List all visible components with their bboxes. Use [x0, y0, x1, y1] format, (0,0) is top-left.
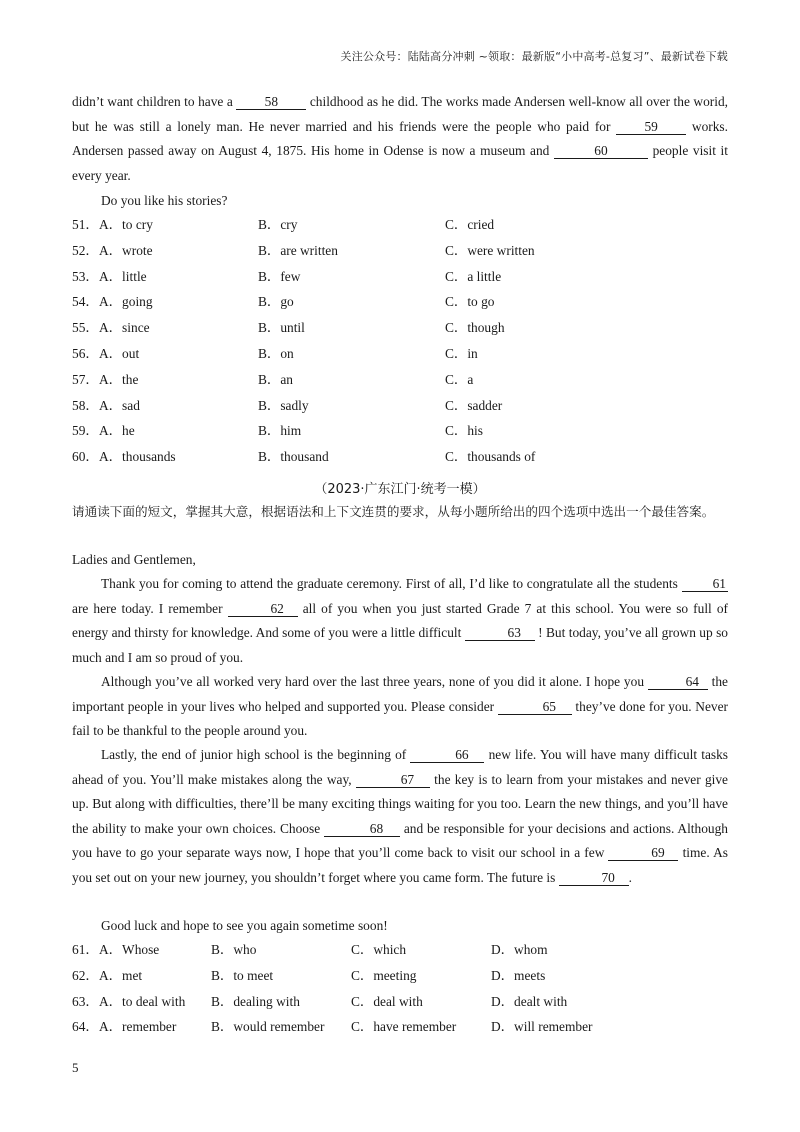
- passage-paragraph: didn’t want children to have a 58 childhood as he did. The works made Andersen well-know all over the worid, but he was still a lonely man. He never married and his friends were the people who paid for 59 works. Andersen passed away on August 4, 1875. His home in Odense is now a museum and 60 people visit it every year.: [72, 94, 728, 183]
- q-number: 60．: [72, 449, 99, 465]
- option-c[interactable]: C．which: [351, 942, 407, 957]
- q-number: 57．: [72, 371, 99, 387]
- blank-65[interactable]: 65: [498, 699, 572, 715]
- blank-67[interactable]: 67: [356, 772, 430, 788]
- passage-paragraph: Thank you for coming to attend the graduate ceremony. First of all, I’d like to congratulate all the students 61 are here today. I remember 62 all of you when you just started Grade 7 at this school. You were so full of energy and thirsty for knowledge. And some of you were a little difficult 63 ! But today, you’ve all grown up so much and I am so proud of you.: [72, 576, 728, 665]
- q-number: 62．: [72, 967, 99, 983]
- option-a[interactable]: A．since: [99, 320, 150, 336]
- option-c[interactable]: C．a: [445, 371, 474, 387]
- exam-source-label: （2023·广东江门·统考一模）: [314, 482, 486, 497]
- passage-paragraph: Although you’ve all worked very hard over the last three years, none of you did it alone. I hope you 64 the important people in your lives who helped and supported you. Please consider 65 they’ve done for you. Never fail to be thankful to the people around you.: [72, 674, 728, 739]
- option-a[interactable]: A．thousands: [99, 449, 176, 465]
- q-number: 59．: [72, 423, 99, 439]
- blank-58[interactable]: 58: [236, 94, 306, 110]
- option-a[interactable]: A．sad: [99, 397, 140, 413]
- option-a[interactable]: A．remember: [99, 1019, 177, 1035]
- option-c[interactable]: C．were written: [445, 242, 535, 258]
- option-a[interactable]: A．going: [99, 294, 153, 310]
- q-number: 53．: [72, 268, 99, 284]
- option-b[interactable]: B．few: [258, 268, 301, 284]
- option-d[interactable]: D．whom: [491, 942, 548, 957]
- option-b[interactable]: B．him: [258, 423, 302, 439]
- option-b[interactable]: B．thousand: [258, 449, 329, 465]
- blank-61[interactable]: 61: [682, 576, 728, 592]
- q-number: 58．: [72, 397, 99, 413]
- page-header-banner: 关注公众号：陆陆高分冲刺 ~领取：最新版“小中高考-总复习”、最新试卷下载: [340, 50, 728, 63]
- q-number: 64．: [72, 1019, 99, 1035]
- option-b[interactable]: B．to meet: [211, 967, 274, 983]
- blank-60[interactable]: 60: [554, 143, 648, 159]
- blank-62[interactable]: 62: [228, 601, 298, 617]
- option-a[interactable]: A．little: [99, 268, 147, 284]
- blank-69[interactable]: 69: [608, 845, 678, 861]
- passage-closing-question: Do you like his stories?: [101, 193, 228, 208]
- speech-greeting: Ladies and Gentlemen,: [72, 552, 196, 567]
- option-a[interactable]: A．out: [99, 345, 140, 361]
- option-c[interactable]: C．though: [445, 320, 505, 336]
- option-b[interactable]: B．cry: [258, 217, 298, 232]
- option-c[interactable]: C．have remember: [351, 1019, 457, 1035]
- option-b[interactable]: B．on: [258, 345, 294, 361]
- q-number: 52．: [72, 242, 99, 258]
- option-c[interactable]: C．his: [445, 423, 483, 439]
- page-number: 5: [72, 1060, 79, 1075]
- q-number: 54．: [72, 294, 99, 310]
- q-number: 55．: [72, 320, 99, 336]
- option-b[interactable]: B．dealing with: [211, 993, 300, 1009]
- option-c[interactable]: C．to go: [445, 294, 495, 310]
- option-a[interactable]: A．to cry: [99, 217, 153, 232]
- option-b[interactable]: B．sadly: [258, 397, 309, 413]
- instruction-text: 请通读下面的短文，掌握其大意，根据语法和上下文连贯的要求，从每小题所给出的四个选项中选出一个最佳答案。: [72, 504, 715, 519]
- q-number: 51．: [72, 217, 99, 232]
- option-d[interactable]: D．dealt with: [491, 993, 568, 1009]
- blank-70[interactable]: 70: [559, 870, 629, 886]
- blank-59[interactable]: 59: [616, 119, 686, 135]
- option-b[interactable]: B．would remember: [211, 1019, 325, 1035]
- option-c[interactable]: C．meeting: [351, 967, 417, 983]
- blank-68[interactable]: 68: [324, 821, 400, 837]
- option-a[interactable]: A．met: [99, 967, 143, 983]
- q-number: 63．: [72, 993, 99, 1009]
- blank-63[interactable]: 63: [465, 625, 535, 641]
- option-d[interactable]: D．will remember: [491, 1019, 593, 1035]
- option-d[interactable]: D．meets: [491, 967, 546, 983]
- option-a[interactable]: A．he: [99, 423, 135, 439]
- option-a[interactable]: A．to deal with: [99, 993, 186, 1009]
- option-a[interactable]: A．Whose: [99, 942, 160, 957]
- option-b[interactable]: B．an: [258, 371, 293, 387]
- option-c[interactable]: C．a little: [445, 268, 502, 284]
- blank-64[interactable]: 64: [648, 674, 708, 690]
- option-c[interactable]: C．cried: [445, 217, 495, 232]
- option-a[interactable]: A．wrote: [99, 242, 153, 258]
- option-b[interactable]: B．who: [211, 942, 257, 957]
- option-c[interactable]: C．sadder: [445, 397, 503, 413]
- option-c[interactable]: C．in: [445, 345, 478, 361]
- passage-paragraph: Lastly, the end of junior high school is the beginning of 66 new life. You will have many difficult tasks ahead of you. You’ll make mistakes along the way, 67 the key is to learn from your mistakes and never give up. But along with difficulties, there’ll be many exciting things waiting for you too. Learn the new things, and you’ll have the ability to make your own choices. Choose 68 and be responsible for your decisions and actions. Although you have to go your separate ways now, I hope that you’ll come back to visit our school in a few 69 time. As you set out on your new journey, you shouldn’t forget where you came form. The future is 70 .: [72, 747, 729, 885]
- speech-closing: Good luck and hope to see you again sometime soon!: [101, 918, 388, 933]
- option-b[interactable]: B．are written: [258, 242, 338, 258]
- option-c[interactable]: C．thousands of: [445, 449, 536, 465]
- q-number: 61．: [72, 942, 99, 957]
- option-c[interactable]: C．deal with: [351, 993, 423, 1009]
- q-number: 56．: [72, 345, 99, 361]
- option-b[interactable]: B．until: [258, 320, 305, 336]
- option-a[interactable]: A．the: [99, 371, 139, 387]
- blank-66[interactable]: 66: [410, 747, 484, 763]
- option-b[interactable]: B．go: [258, 294, 294, 310]
